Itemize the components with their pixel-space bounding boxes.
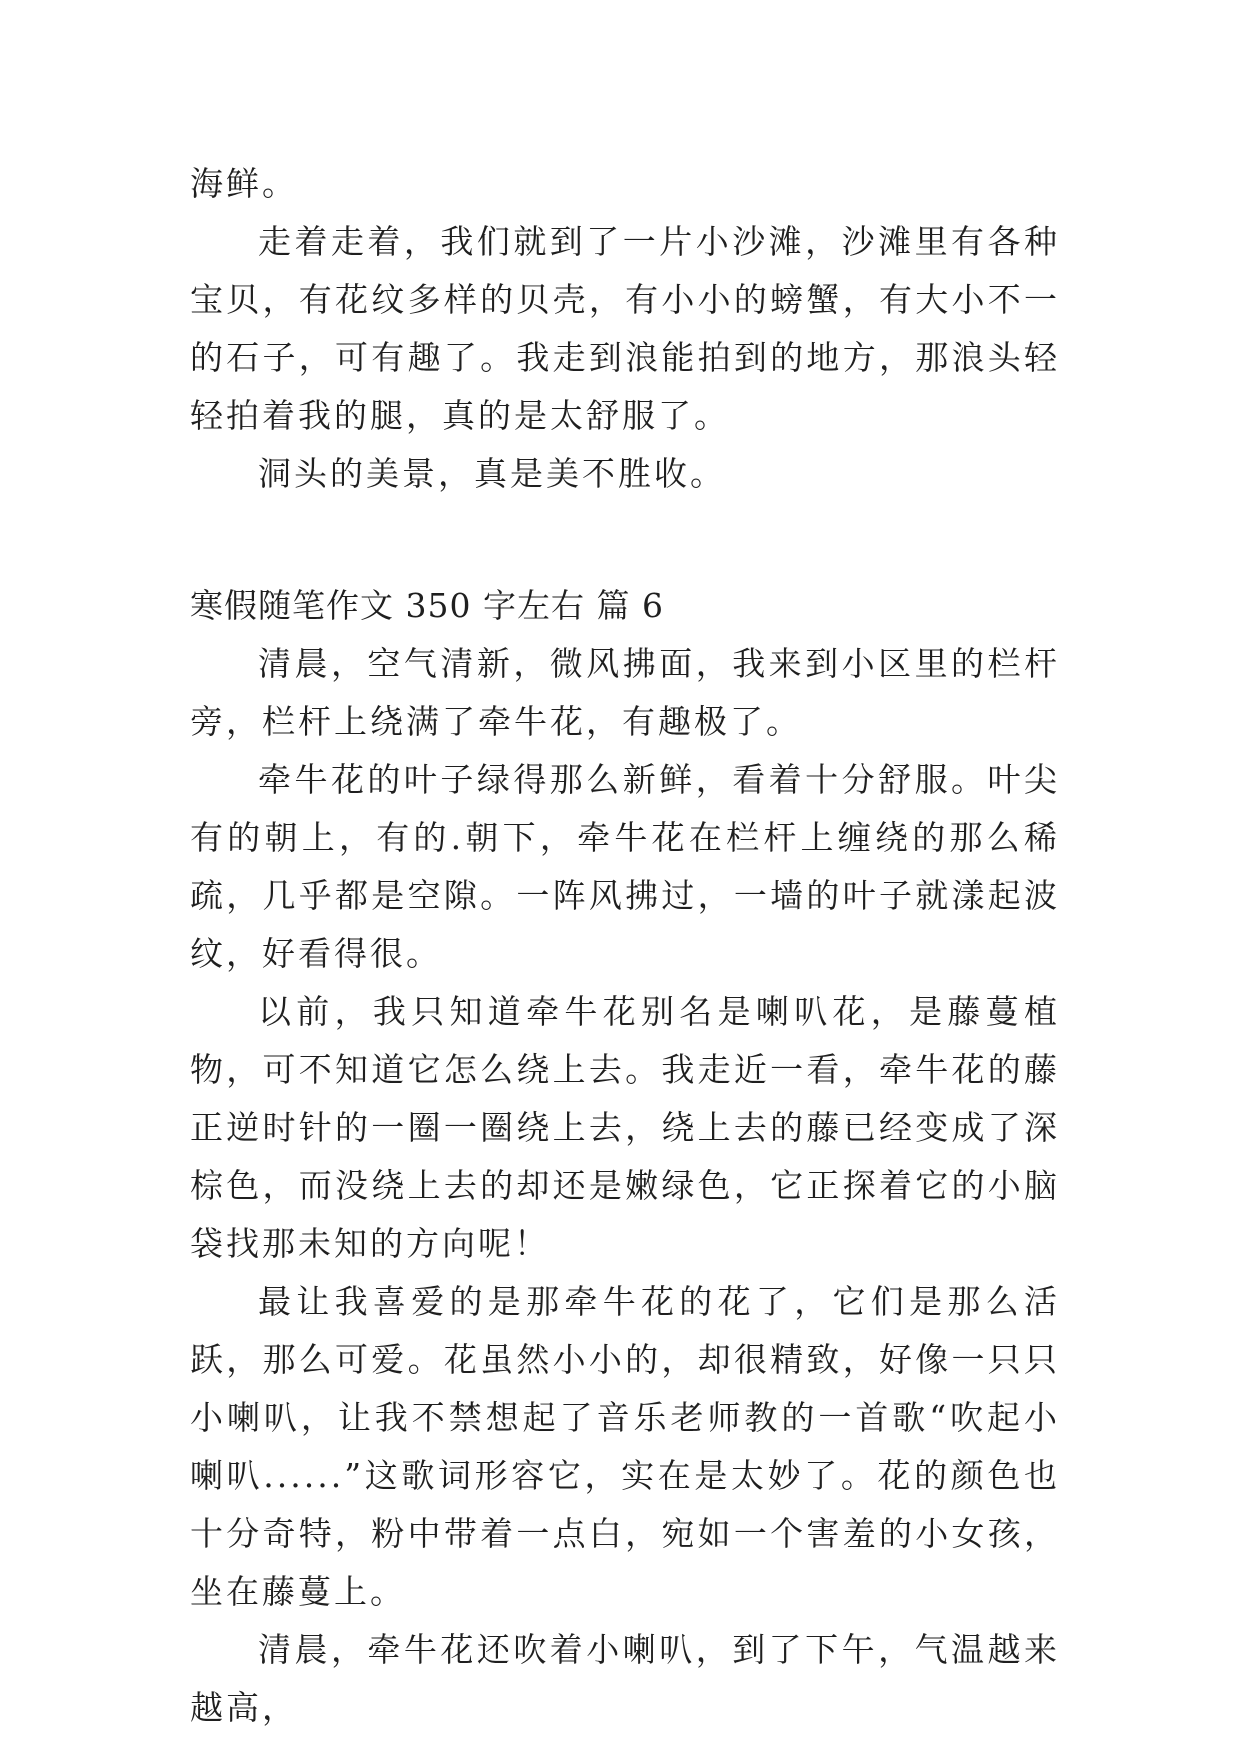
- paragraph-flowers: 最让我喜爱的是那牵牛花的花了，它们是那么活跃，那么可爱。花虽然小小的，却很精致，好像一只只小喇叭，让我不禁想起了音乐老师教的一首歌“吹起小喇叭......”这歌词形容它，实在是太妙了。花的颜色也十分奇特，粉中带着一点白，宛如一个害羞的小女孩，坐在藤蔓上。: [190, 1282, 1060, 1611]
- document-body: [190, 155, 1060, 1737]
- paragraph-beach: 走着走着，我们就到了一片小沙滩，沙滩里有各种宝贝，有花纹多样的贝壳，有小小的螃蟹，有大小不一的石子，可有趣了。我走到浪能拍到的地方，那浪头轻轻拍着我的腿，真的是太舒服了。: [190, 222, 1060, 435]
- paragraph-summary: 洞头的美景，真是美不胜收。: [258, 454, 726, 493]
- paragraph-leaves: 牵牛花的叶子绿得那么新鲜，看着十分舒服。叶尖有的朝上，有的.朝下，牵牛花在栏杆上缠绕的那么稀疏，几乎都是空隙。一阵风拂过，一墙的叶子就漾起波纹，好看得很。: [190, 760, 1060, 973]
- paragraph-vines: 以前，我只知道牵牛花别名是喇叭花，是藤蔓植物，可不知道它怎么绕上去。我走近一看，牵牛花的藤正逆时针的一圈一圈绕上去，绕上去的藤已经变成了深棕色，而没绕上去的却还是嫩绿色，它正探着它的小脑袋找那未知的方向呢！: [190, 992, 1060, 1263]
- paragraph-continued: 海鲜。: [190, 164, 298, 203]
- paragraph-afternoon: 清晨，牵牛花还吹着小喇叭，到了下午，气温越来越高，: [190, 1630, 1060, 1727]
- section-heading: 寒假随笔作文 350 字左右 篇 6: [190, 586, 664, 625]
- section-spacer: [190, 503, 1060, 577]
- paragraph-morning: 清晨，空气清新，微风拂面，我来到小区里的栏杆旁，栏杆上绕满了牵牛花，有趣极了。: [190, 644, 1060, 741]
